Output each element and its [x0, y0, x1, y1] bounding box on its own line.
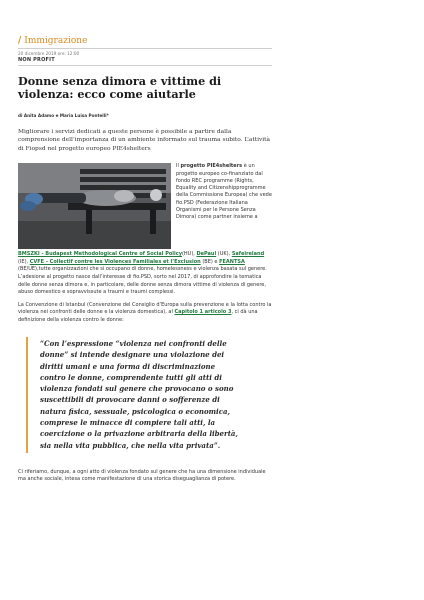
partner-link-bmszki[interactable]: BMSZKI - Budapest Methodological Centre of Social Policy	[18, 251, 182, 258]
article-title: Donne senza dimora e vittime di violenza: ecco come aiutarle	[18, 74, 222, 101]
partner-suffix: (BE/UE),tutte organizzazioni che si occupano di donne, homelessness e violenza basata sul genere.	[18, 265, 267, 272]
body-paragraph: L’adesione al progetto nasce dall’interesse di fio.PSD, sorto nel 2017, di approfondire la tematica delle donne senza dimora e, in particolare, delle donne senza dimora vittime di violenza di genere, abuso domestico e sopravvissute a traumi e traumi complessi.	[18, 274, 266, 295]
section-slash: /	[18, 36, 22, 46]
body-paragraph-convention	[18, 302, 272, 324]
article-lead: Migliorare i servizi dedicati a queste persone è possibile a partire dalla comprensione dell’importanza di un ambiente informato sul trauma subito. L’attività di Fiopsd nel progetto europeo PIE4shelters	[18, 129, 271, 152]
closing-paragraph: Ci riferiamo, dunque, a ogni atto di violenza fondato sul genere che ha una dimensione individuale ma anche sociale, intesa come manifestazione di una storica diseguaglianza di potere.	[18, 468, 266, 483]
section-header	[18, 36, 272, 46]
section-divider	[18, 48, 272, 49]
partners-paragraph	[18, 251, 272, 273]
article-byline: di Anita Adamo e Maria Luisa Pontelli*	[18, 113, 109, 118]
partner-link-cvfe[interactable]: CVFE - Collectif contre les Violences Familiales et l’Exclusion	[29, 258, 201, 265]
article-photo	[18, 163, 171, 249]
definition-quote: “Con l’espressione “violenza nei confronti delle donne” si intende designare una violazione dei diritti umani e una forma di discriminazione contro le donne, comprendente tutti gli atti di violenza fondati sul genere che provocano o sono suscettibili di provocare danni o sofferenze di natura fisica, sessuale, psicologica o economica, comprese le minacce di compiere tali atti, la coercizione o la privazione arbitraria della libertà, sia nella vita pubblica, che nella vita privata”.	[26, 337, 240, 453]
partner-suffix: (IE),	[18, 258, 30, 265]
intro-text: è un progetto europeo co-finanziato dal fondo REC programme (Rights, Equality and Citizenshipprogramme della Commissione Europea) che vede fio.PSD (Federazione Italiana Organismi per le Persone Senza Dimora) come partner insieme a	[176, 163, 272, 221]
chapter-link[interactable]: Capitolo 1 articolo 3	[174, 309, 232, 316]
feature-block	[18, 163, 272, 272]
partner-link-safeireland[interactable]: Safeireland	[231, 251, 265, 258]
partner-suffix: (UK),	[216, 251, 232, 258]
partner-link-depaul[interactable]: DePaul	[196, 251, 217, 258]
intro-prefix: Il	[176, 163, 181, 170]
photo-homeless-bench-image	[18, 163, 171, 249]
section-link[interactable]: Immigrazione	[24, 36, 88, 46]
partner-link-feantsa[interactable]: FEANTSA	[219, 258, 245, 265]
partner-suffix: (HU),	[181, 251, 197, 258]
convention-text-end: , ci dà una definizione della violenza contro le donne:	[18, 309, 258, 323]
partner-suffix: (BE) e	[200, 258, 220, 265]
article-page	[18, 36, 272, 484]
convention-text: La Convenzione di Istanbul (Convenzione del Consiglio d’Europa sulla prevenzione e la lotta contro la violenza nei confronti delle donne e la violenza domestica), al	[18, 302, 272, 316]
project-intro	[176, 163, 272, 221]
publish-date: 20 dicembre 2019 ore: 12:00	[18, 51, 80, 56]
category-kicker[interactable]: NON PROFIT	[18, 57, 55, 63]
project-name: progetto PIE4shelters	[180, 163, 243, 170]
kicker-divider	[18, 65, 272, 66]
